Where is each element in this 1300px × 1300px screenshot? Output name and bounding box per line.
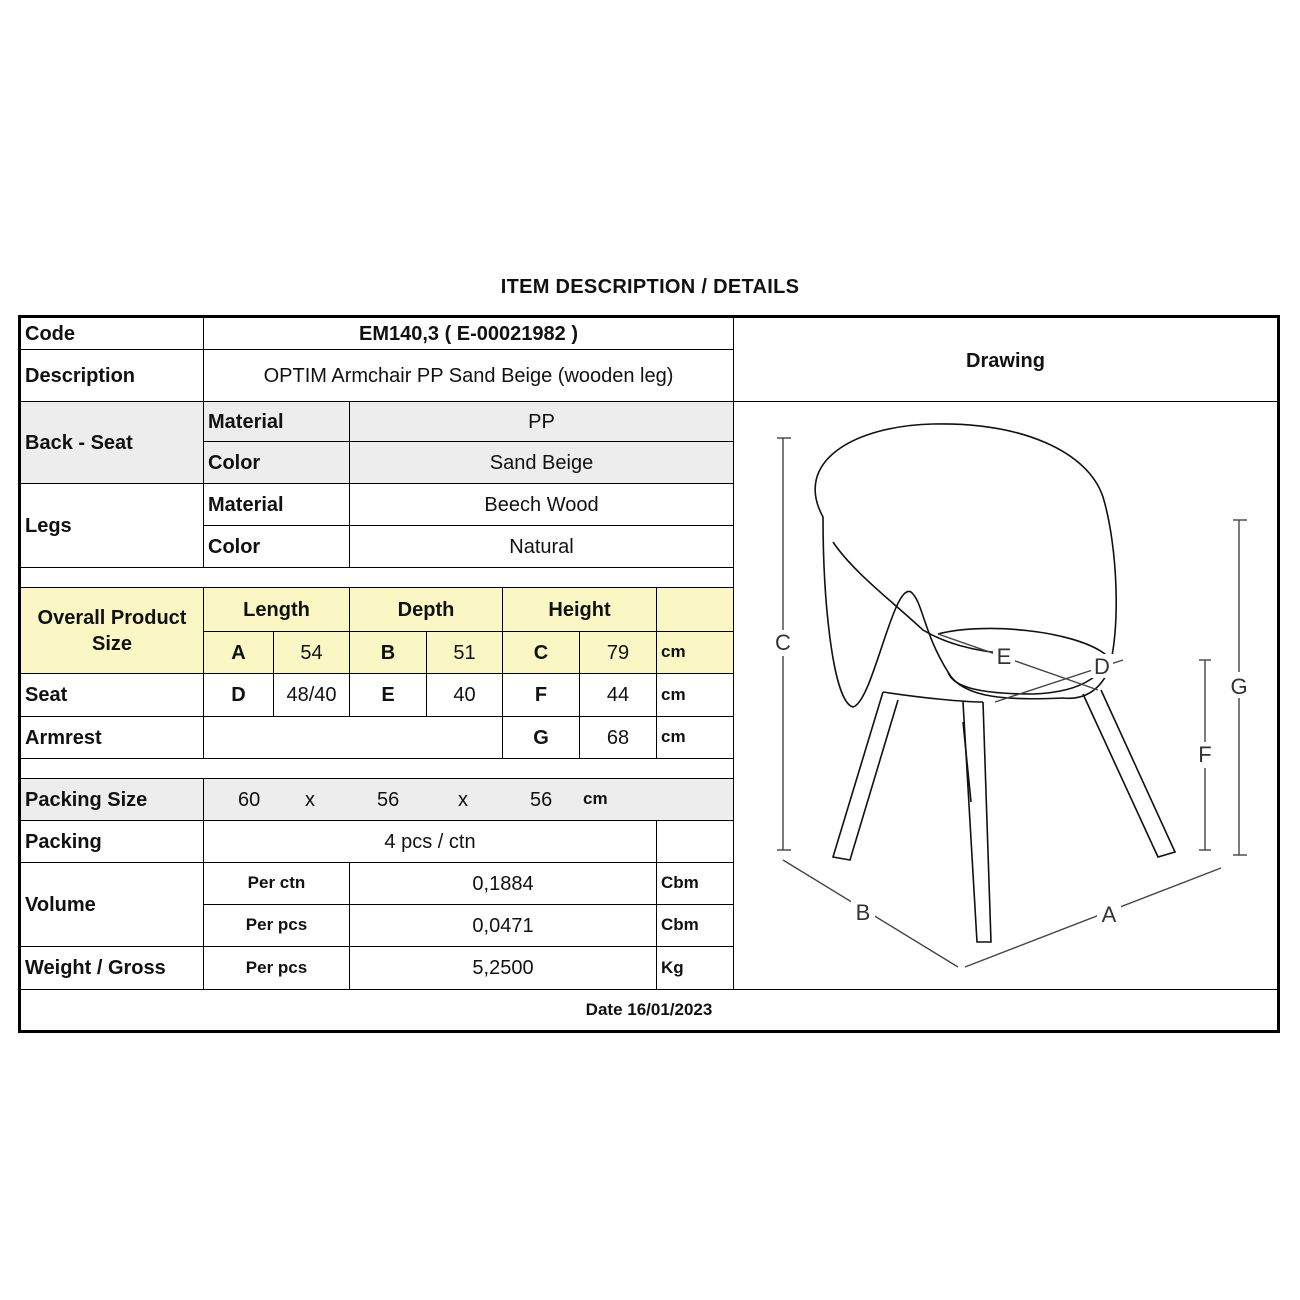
dim-d-value: 48/40: [274, 674, 350, 717]
chair-shell: [815, 424, 1116, 707]
back-seat-color-label: Color: [204, 442, 350, 484]
legs-material: Beech Wood: [350, 484, 734, 526]
dim-f-letter: F: [503, 674, 580, 717]
date-footer: Date 16/01/2023: [585, 999, 713, 1019]
armrest-label: Armrest: [21, 717, 204, 759]
legs-color-label: Color: [204, 526, 350, 568]
code-value: EM140,3 ( E-00021982 ): [204, 318, 734, 350]
length-header: Length: [204, 588, 350, 632]
armrest-unit: cm: [657, 717, 734, 759]
chair-drawing: [733, 402, 1273, 987]
drawing-letter-c: C: [775, 630, 791, 655]
packing-value: 4 pcs / ctn: [204, 821, 657, 863]
dim-e-letter: E: [350, 674, 427, 717]
drawing-letter-d: D: [1094, 654, 1110, 679]
spacer-row: [21, 568, 734, 588]
armrest-empty: [204, 717, 503, 759]
packing-x-1: x: [305, 788, 315, 811]
spec-sheet: [18, 315, 1280, 1033]
dim-a-value: 54: [274, 632, 350, 674]
packing-size-values: [204, 779, 734, 821]
seat-unit: cm: [657, 674, 734, 717]
volume-per-pcs-label: Per pcs: [204, 905, 350, 947]
height-header: Height: [503, 588, 657, 632]
chair-leg-back: [963, 702, 991, 942]
packing-width: 56: [377, 788, 400, 811]
drawing-letter-a: A: [1101, 902, 1117, 927]
packing-unit-empty: [657, 821, 734, 863]
legs-material-label: Material: [204, 484, 350, 526]
dim-b-value: 51: [427, 632, 503, 674]
weight-per-pcs-label: Per pcs: [204, 947, 350, 990]
volume-label: Volume: [21, 863, 204, 947]
legs-color: Natural: [350, 526, 734, 568]
spacer-row-2: [21, 759, 734, 779]
chair-shell-rim: [833, 542, 1013, 654]
packing-x-2: x: [458, 788, 468, 811]
drawing-label: Drawing: [734, 318, 1277, 402]
packing-label: Packing: [21, 821, 204, 863]
chair-leg-front-right: [1083, 690, 1175, 857]
drawing-letter-f: F: [1198, 742, 1212, 767]
volume-unit-ctn: Cbm: [657, 863, 734, 905]
description-label: Description: [21, 350, 204, 402]
overall-size-label: Overall Product Size: [21, 588, 204, 674]
drawing-letter-b: B: [855, 900, 871, 925]
volume-per-pcs: 0,0471: [350, 905, 657, 947]
dim-e-value: 40: [427, 674, 503, 717]
packing-height: 56: [530, 788, 553, 811]
dim-c-value: 79: [580, 632, 657, 674]
overall-unit: cm: [657, 632, 734, 674]
unit-header: [657, 588, 734, 632]
depth-header: Depth: [350, 588, 503, 632]
drawing-letter-e: E: [996, 644, 1012, 669]
back-seat-material-label: Material: [204, 402, 350, 442]
dim-a-letter: A: [204, 632, 274, 674]
code-label: Code: [21, 318, 204, 350]
packing-unit: cm: [583, 789, 608, 809]
volume-unit-pcs: Cbm: [657, 905, 734, 947]
dim-g-letter: G: [503, 717, 580, 759]
packing-length: 60: [238, 788, 261, 811]
dim-g-value: 68: [580, 717, 657, 759]
weight-value: 5,2500: [350, 947, 657, 990]
back-seat-material: PP: [350, 402, 734, 442]
description-value: OPTIM Armchair PP Sand Beige (wooden leg): [204, 350, 734, 402]
back-seat-label: Back - Seat: [21, 402, 204, 484]
drawing-letter-g: G: [1230, 674, 1248, 699]
weight-unit: Kg: [657, 947, 734, 990]
volume-per-ctn: 0,1884: [350, 863, 657, 905]
chair-leg-front-left: [833, 692, 898, 860]
volume-per-ctn-label: Per ctn: [204, 863, 350, 905]
dim-d-letter: D: [204, 674, 274, 717]
chair-leg-mid: [963, 722, 971, 802]
dim-f-value: 44: [580, 674, 657, 717]
dim-c-letter: C: [503, 632, 580, 674]
legs-label: Legs: [21, 484, 204, 568]
seat-label: Seat: [21, 674, 204, 717]
back-seat-color: Sand Beige: [350, 442, 734, 484]
document-title: ITEM DESCRIPTION / DETAILS: [500, 276, 800, 298]
weight-label: Weight / Gross: [21, 947, 204, 990]
packing-size-label: Packing Size: [21, 779, 204, 821]
dim-b-letter: B: [350, 632, 427, 674]
